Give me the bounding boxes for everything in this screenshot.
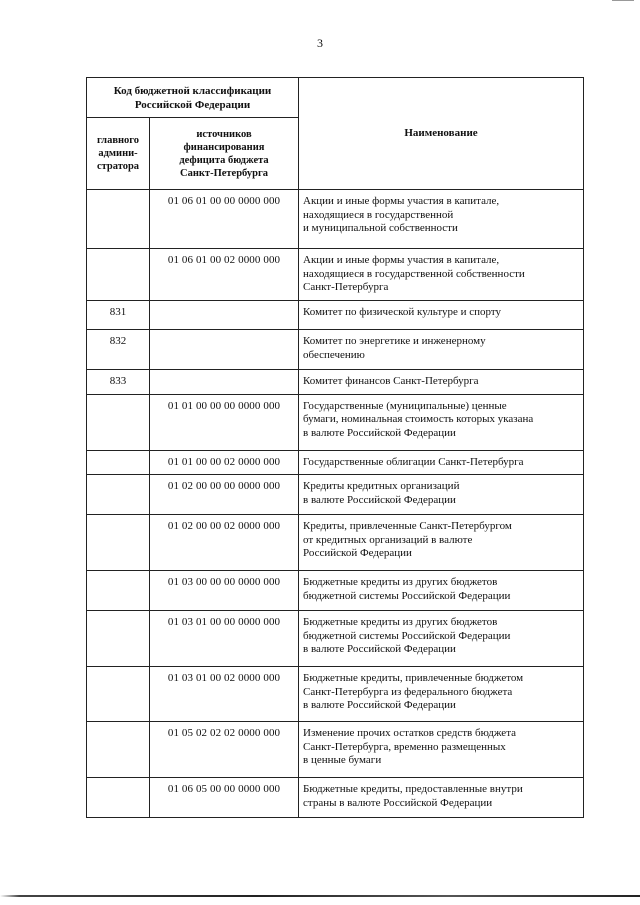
admin-code-cell bbox=[87, 667, 150, 722]
admin-code-cell: 832 bbox=[87, 330, 150, 370]
name-cell bbox=[299, 301, 584, 330]
scan-bottom-edge bbox=[0, 895, 640, 897]
header-source-line: дефицита бюджета bbox=[179, 154, 269, 166]
header-admin-line: стратора bbox=[96, 161, 140, 172]
name-line: Кредиты кредитных организаций bbox=[303, 480, 460, 492]
table-row bbox=[87, 778, 584, 818]
name-cell bbox=[299, 450, 584, 475]
table-row bbox=[87, 571, 584, 611]
admin-code-cell bbox=[87, 571, 150, 611]
admin-code-cell bbox=[87, 450, 150, 475]
admin-code-cell bbox=[87, 515, 150, 571]
header-financing-sources bbox=[150, 118, 299, 190]
table-row bbox=[87, 249, 584, 301]
name-cell bbox=[299, 515, 584, 571]
name-line: Изменение прочих остатков средств бюджета bbox=[303, 727, 517, 739]
source-code-cell: 01 03 00 00 00 0000 000 bbox=[150, 571, 299, 611]
name-line: Бюджетные кредиты, предоставленные внутри bbox=[303, 783, 523, 795]
name-line: Комитет финансов Санкт-Петербурга bbox=[303, 375, 479, 387]
name-line: Бюджетные кредиты из других бюджетов bbox=[303, 616, 498, 628]
admin-code-cell bbox=[87, 190, 150, 249]
table-row bbox=[87, 301, 584, 330]
name-line: в валюте Российской Федерации bbox=[303, 493, 456, 506]
admin-code-cell: 833 bbox=[87, 370, 150, 395]
name-line: Кредиты, привлеченные Санкт-Петербургом bbox=[303, 520, 512, 532]
name-cell bbox=[299, 778, 584, 818]
name-cell bbox=[299, 571, 584, 611]
admin-code-cell bbox=[87, 778, 150, 818]
table-row bbox=[87, 450, 584, 475]
table-row bbox=[87, 515, 584, 571]
table-row bbox=[87, 722, 584, 778]
source-code-cell: 01 01 00 00 00 0000 000 bbox=[150, 394, 299, 450]
source-code-cell bbox=[150, 301, 299, 330]
name-line: обеспечению bbox=[303, 348, 365, 361]
name-line: находящиеся в государственной bbox=[303, 208, 454, 221]
name-line: бюджетной системы Российской Федерации bbox=[303, 629, 511, 642]
source-code-cell: 01 05 02 02 02 0000 000 bbox=[150, 722, 299, 778]
name-line: бумаги, номинальная стоимость которых указана bbox=[303, 413, 534, 425]
scan-corner-mark bbox=[612, 0, 634, 1]
name-line: страны в валюте Российской Федерации bbox=[303, 796, 493, 809]
name-line: находящиеся в государственной собственности bbox=[303, 267, 525, 280]
header-source-line: Санкт-Петербурга bbox=[179, 167, 269, 179]
header-chief-administrator bbox=[87, 118, 150, 190]
table-row bbox=[87, 667, 584, 722]
table-row bbox=[87, 394, 584, 450]
name-line: Санкт-Петербурга из федерального бюджета bbox=[303, 685, 513, 698]
table-row bbox=[87, 370, 584, 395]
name-line: Комитет по физической культуре и спорту bbox=[303, 306, 502, 318]
name-cell bbox=[299, 667, 584, 722]
source-code-cell: 01 06 01 00 00 0000 000 bbox=[150, 190, 299, 249]
source-code-cell: 01 03 01 00 02 0000 000 bbox=[150, 667, 299, 722]
admin-code-cell: 831 bbox=[87, 301, 150, 330]
table-row bbox=[87, 330, 584, 370]
source-code-cell: 01 06 05 00 00 0000 000 bbox=[150, 778, 299, 818]
name-line: бюджетной системы Российской Федерации bbox=[303, 589, 511, 602]
name-line: в валюте Российской Федерации bbox=[303, 699, 456, 711]
header-group-line: Код бюджетной классификации bbox=[113, 85, 272, 97]
name-line: и муниципальной собственности bbox=[303, 222, 458, 234]
source-code-cell: 01 06 01 00 02 0000 000 bbox=[150, 249, 299, 301]
name-cell bbox=[299, 394, 584, 450]
name-cell bbox=[299, 370, 584, 395]
table-row bbox=[87, 190, 584, 249]
name-line: Комитет по энергетике и инженерному bbox=[303, 335, 486, 347]
table-row bbox=[87, 611, 584, 667]
name-cell bbox=[299, 190, 584, 249]
source-code-cell bbox=[150, 330, 299, 370]
admin-code-cell bbox=[87, 394, 150, 450]
source-code-cell: 01 02 00 00 02 0000 000 bbox=[150, 515, 299, 571]
name-line: Бюджетные кредиты из других бюджетов bbox=[303, 576, 498, 588]
source-code-cell bbox=[150, 370, 299, 395]
name-line: в валюте Российской Федерации bbox=[303, 643, 456, 655]
header-admin-line: главного bbox=[96, 135, 140, 146]
header-admin-line: админи- bbox=[98, 148, 138, 159]
name-line: Государственные (муниципальные) ценные bbox=[303, 399, 507, 412]
table-row bbox=[87, 475, 584, 515]
admin-code-cell bbox=[87, 722, 150, 778]
table-header bbox=[87, 78, 584, 190]
page-number: 3 bbox=[317, 36, 323, 50]
header-budget-classification-code bbox=[87, 78, 299, 118]
name-line: Бюджетные кредиты, привлеченные бюджетом bbox=[303, 672, 524, 684]
table-body bbox=[87, 190, 584, 818]
source-code-cell: 01 01 00 00 02 0000 000 bbox=[150, 450, 299, 475]
admin-code-cell bbox=[87, 249, 150, 301]
name-line: Санкт-Петербурга bbox=[303, 281, 389, 293]
name-line: от кредитных организаций в валюте bbox=[303, 533, 473, 546]
header-name-column: Наименование bbox=[299, 78, 584, 190]
name-cell bbox=[299, 249, 584, 301]
name-cell bbox=[299, 722, 584, 778]
name-line: в ценные бумаги bbox=[303, 754, 382, 766]
name-line: Акции и иные формы участия в капитале, bbox=[303, 254, 500, 266]
name-cell bbox=[299, 611, 584, 667]
name-line: в валюте Российской Федерации bbox=[303, 426, 456, 439]
header-source-line: источников bbox=[196, 128, 252, 140]
header-source-line: финансирования bbox=[183, 141, 265, 153]
name-line: Российской Федерации bbox=[303, 547, 412, 559]
name-cell bbox=[299, 475, 584, 515]
budget-classification-table bbox=[86, 77, 584, 818]
name-line: Государственные облигации Санкт-Петербурга bbox=[303, 455, 524, 468]
admin-code-cell bbox=[87, 611, 150, 667]
name-line: Акции и иные формы участия в капитале, bbox=[303, 195, 500, 207]
source-code-cell: 01 02 00 00 00 0000 000 bbox=[150, 475, 299, 515]
header-group-line: Российской Федерации bbox=[134, 98, 251, 111]
name-line: Санкт-Петербурга, временно размещенных bbox=[303, 740, 506, 753]
source-code-cell: 01 03 01 00 00 0000 000 bbox=[150, 611, 299, 667]
name-cell bbox=[299, 330, 584, 370]
admin-code-cell bbox=[87, 475, 150, 515]
